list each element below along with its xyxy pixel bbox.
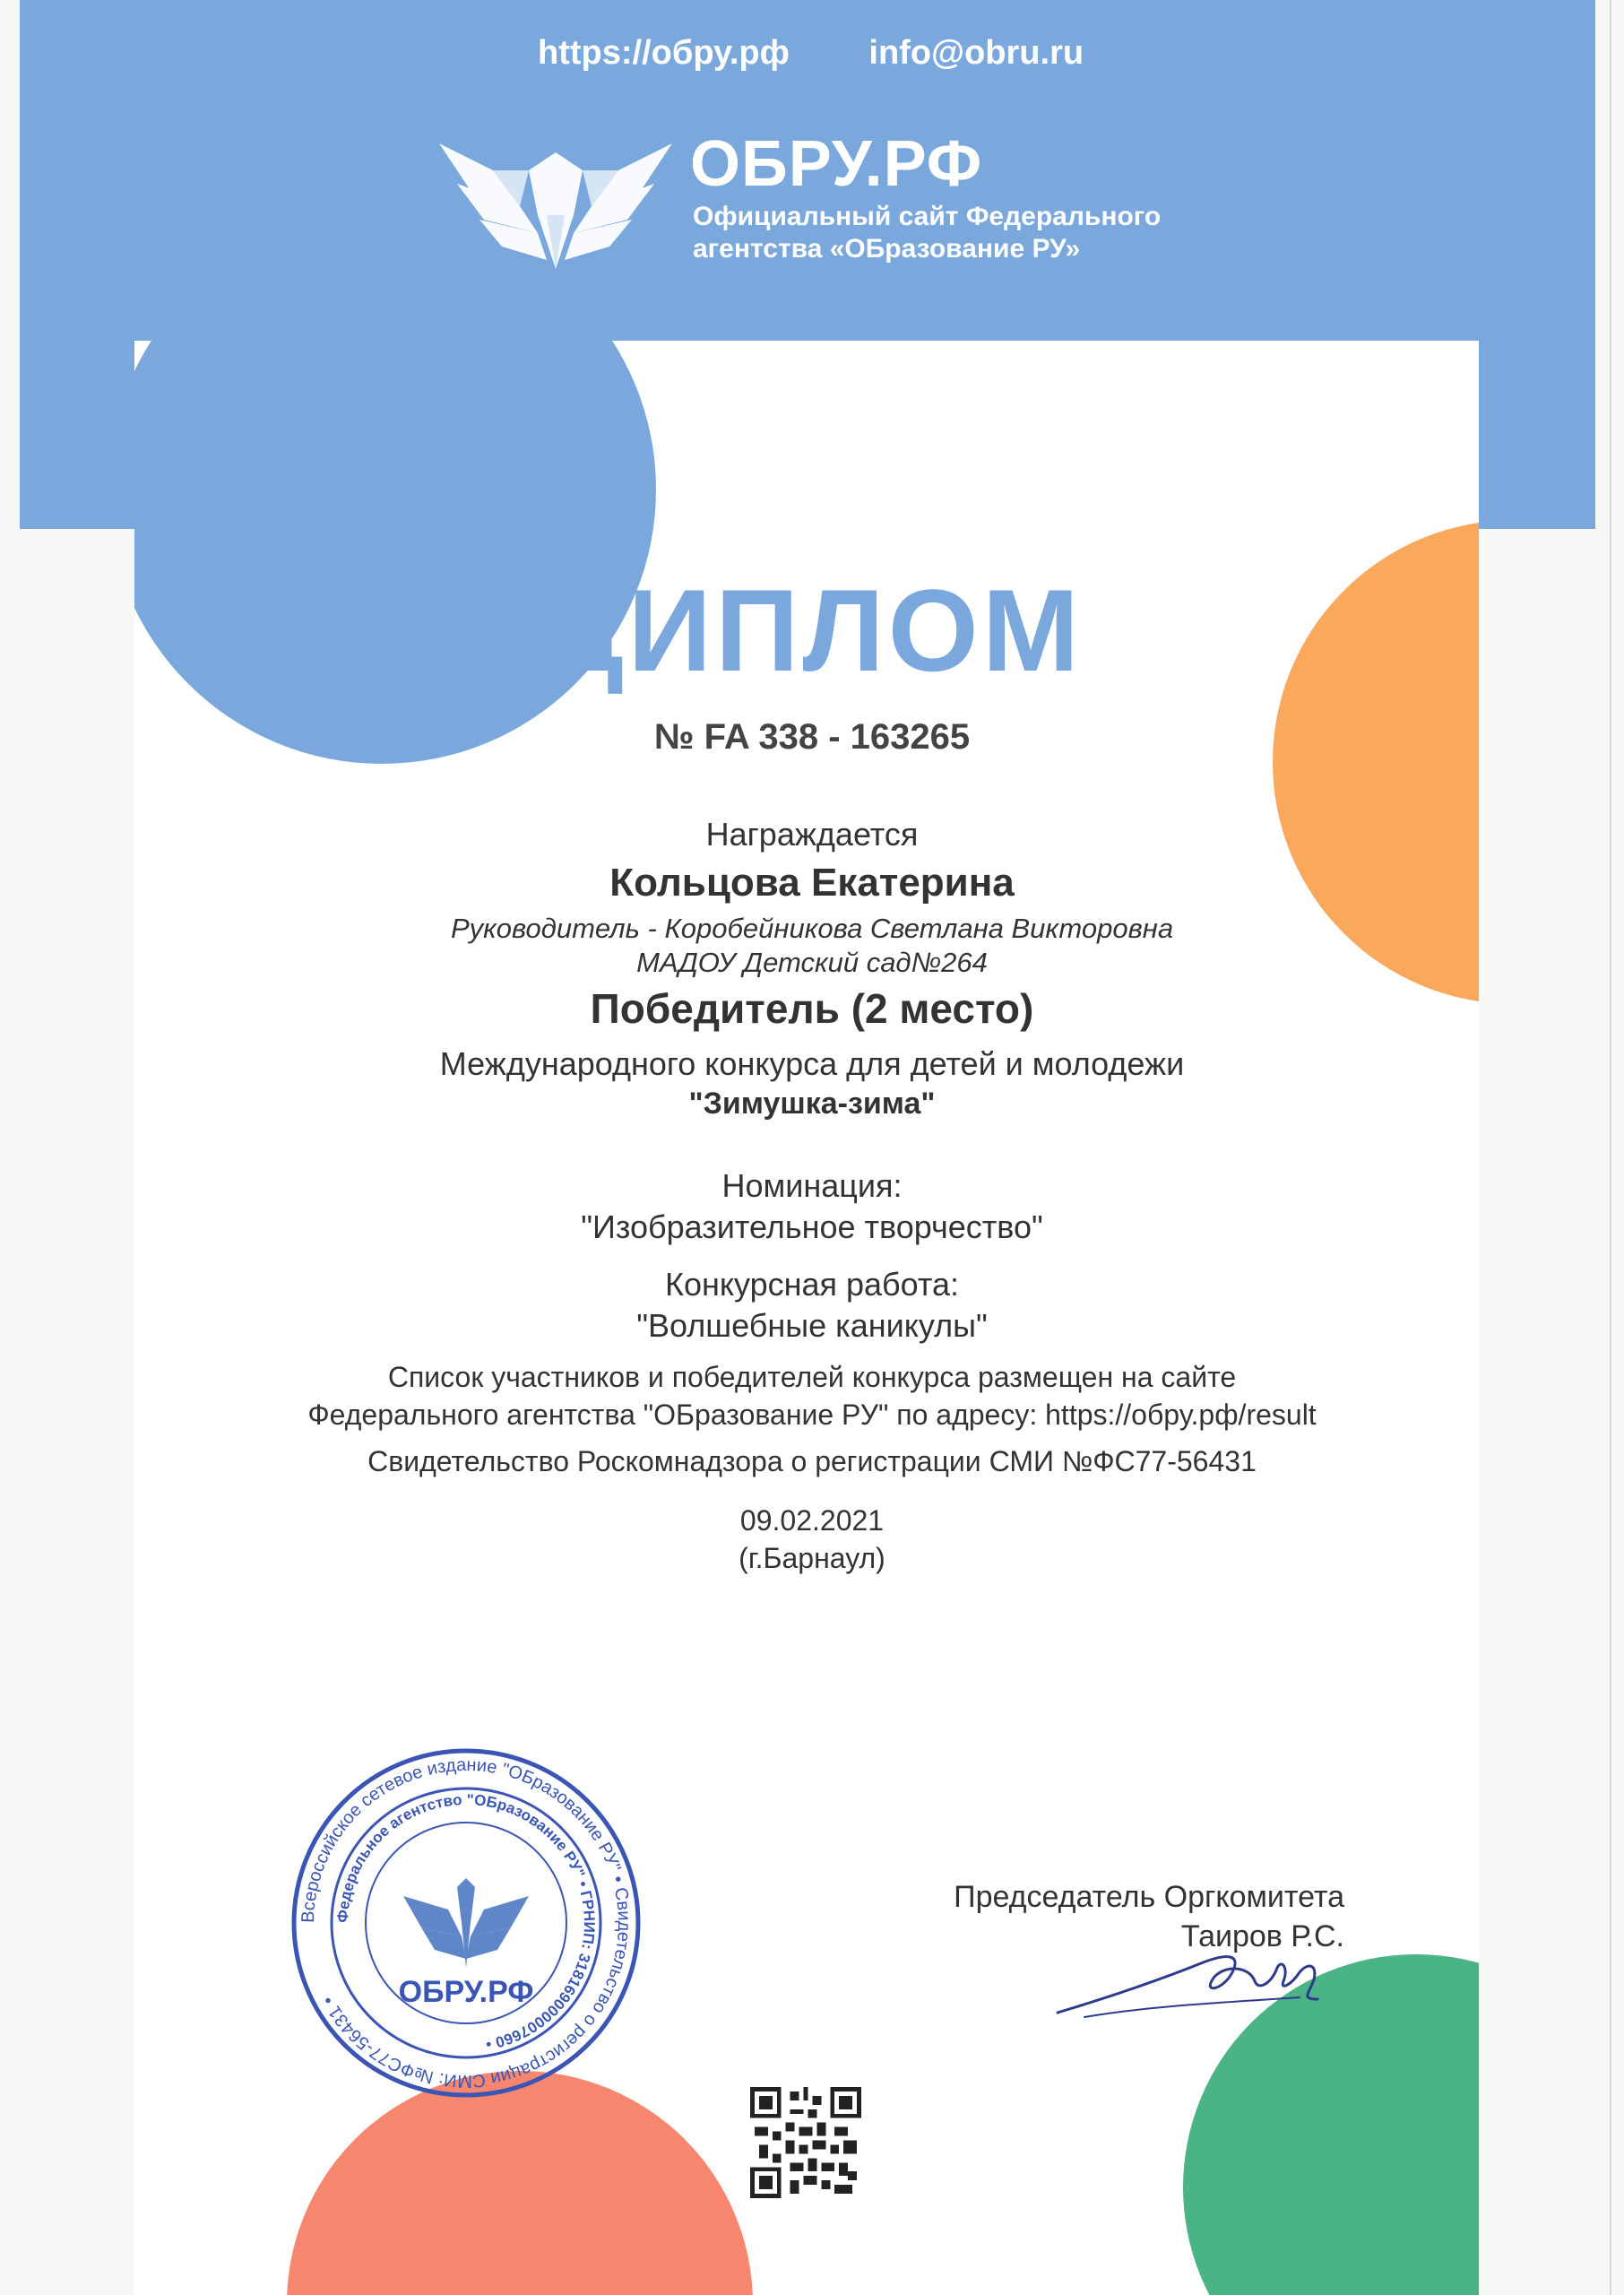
chairman-position: Председатель Оргкомитета [954, 1880, 1344, 1914]
handwritten-signature [1049, 1927, 1335, 2035]
diploma-title: ДИПЛОМ [540, 565, 1084, 696]
results-line1: Список участников и победителей конкурса размещен на сайте [387, 1361, 1237, 1393]
decor-red-circle [287, 2071, 753, 2295]
official-stamp [287, 1744, 645, 2102]
contest-line: Международного конкурса для детей и молодежи [439, 1045, 1185, 1082]
recipient-name: Кольцова Екатерина [609, 861, 1015, 905]
website-link: https://обру.рф [538, 34, 790, 72]
qr-code-icon [750, 2087, 861, 2198]
stamp-logo-text: ОБРУ.РФ [398, 1975, 534, 2009]
stamp-inner-text: Федеральное агентство "ОБразование РУ" • ГРНИП: 318169000007660 • [333, 1790, 599, 2054]
issue-city: (г.Барнаул) [739, 1542, 885, 1574]
brand-subtitle-line2: агентства «ОБразование РУ» [693, 234, 1081, 264]
organization-line: МАДОУ Детский сад№264 [636, 947, 988, 978]
stamp-outer-text: Всероссийское сетевое издание "ОБразование РУ" • Свидетельство о регистрации СМИ: №ФС77-56431 • [298, 1754, 635, 2091]
nomination-label: Номинация: [721, 1167, 903, 1204]
decor-blue-circle [134, 341, 656, 764]
registration-line: Свидетельство Роскомнадзора о регистрации СМИ №ФС77-56431 [367, 1445, 1257, 1477]
stamp-eagle-icon [403, 1878, 529, 1968]
eagle-logo-icon [439, 134, 672, 278]
results-line2: Федерального агентства "ОБразование РУ" по адресу: https://обру.рф/result [307, 1399, 1317, 1431]
result-title: Победитель (2 место) [590, 985, 1034, 1032]
supervisor-line: Руководитель - Коробейникова Светлана Викторовна [450, 913, 1174, 944]
brand-subtitle-line1: Официальный сайт Федерального [693, 202, 1162, 231]
nomination-value: "Изобразительное творчество" [581, 1208, 1043, 1245]
scan-edge [1610, 0, 1611, 2295]
header-contacts [538, 34, 1153, 73]
diploma-number: № FA 338 - 163265 [653, 717, 971, 757]
brand-subtitle [693, 201, 1161, 265]
brand-title: ОБРУ.РФ [690, 128, 983, 200]
work-label: Конкурсная работа: [664, 1266, 960, 1303]
work-value: "Волшебные каникулы" [636, 1307, 988, 1344]
awarded-label: Награждается [705, 816, 919, 853]
issue-date: 09.02.2021 [739, 1504, 885, 1537]
chairman-name: Таиров Р.С. [1180, 1919, 1344, 1953]
contest-name: "Зимушка-зима" [688, 1087, 936, 1121]
email-link: info@obru.ru [868, 34, 1084, 72]
